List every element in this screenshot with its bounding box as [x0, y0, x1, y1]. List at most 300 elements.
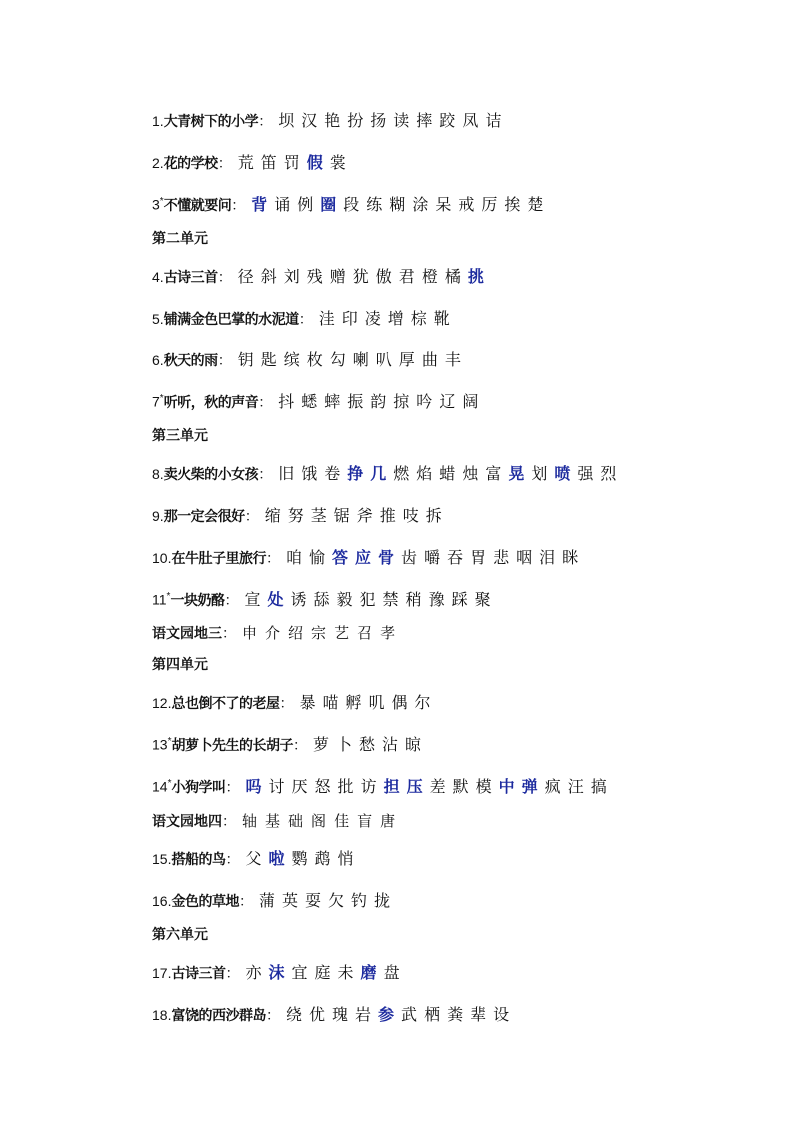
unit-heading-text: 第二单元: [152, 231, 208, 247]
character: 唐: [380, 812, 396, 830]
character: 暴: [299, 693, 316, 712]
lesson-title: 秋天的雨: [163, 353, 218, 369]
character-list: [245, 846, 360, 869]
character: 晾: [405, 735, 422, 754]
colon: ：: [265, 1008, 280, 1024]
highlighted-character: 晃: [508, 464, 525, 483]
optional-lesson-mark: *: [159, 393, 164, 405]
character: 卜: [336, 735, 353, 754]
character-list: [244, 587, 497, 610]
character: 富: [485, 464, 502, 483]
character: 丰: [444, 350, 461, 369]
optional-lesson-mark: *: [167, 778, 172, 790]
highlighted-character: 沫: [268, 963, 285, 982]
character: 喵: [322, 693, 339, 712]
highlighted-character: 几: [370, 464, 387, 483]
highlighted-character: 假: [306, 153, 323, 172]
character: 齿: [401, 548, 418, 567]
lesson-number: [152, 695, 171, 711]
highlighted-character: 磨: [360, 963, 377, 982]
character: 荒: [237, 153, 254, 172]
lesson-line: [152, 587, 498, 610]
unit-heading: [152, 654, 208, 674]
character: 孝: [380, 624, 396, 642]
unit-heading: [152, 425, 208, 445]
character: 曲: [421, 350, 438, 369]
character: 犹: [352, 267, 369, 286]
character: 沾: [382, 735, 399, 754]
lesson-number: [152, 1007, 171, 1023]
character-list: [245, 774, 613, 797]
lesson-line: [152, 461, 623, 484]
lesson-line: [152, 545, 585, 568]
character: 基: [265, 812, 281, 830]
lesson-line: [152, 690, 438, 713]
character: 增: [387, 309, 404, 328]
lesson-line: [152, 264, 491, 287]
lesson-line: [152, 503, 449, 526]
character: 印: [341, 309, 358, 328]
character: 残: [306, 267, 323, 286]
character: 嚼: [424, 548, 441, 567]
lesson-number: [152, 352, 164, 368]
character-list: [278, 108, 508, 131]
character: 尔: [414, 693, 431, 712]
character: 愁: [359, 735, 376, 754]
lesson-number: [152, 965, 171, 981]
unit-heading-text: 第六单元: [152, 927, 208, 943]
character: 振: [347, 392, 364, 411]
lesson-title: 古诗三首: [171, 966, 226, 982]
colon: ：: [225, 852, 240, 868]
character-list: [242, 622, 403, 643]
character: 偶: [391, 693, 408, 712]
character: 讨: [268, 777, 285, 796]
character: 烈: [600, 464, 617, 483]
character: 烛: [462, 464, 479, 483]
character: 靴: [433, 309, 450, 328]
unit-heading: [152, 228, 208, 248]
lesson-number-text: 10.: [152, 550, 172, 566]
character: 抖: [278, 392, 295, 411]
highlighted-character: 喷: [554, 464, 571, 483]
lesson-number-text: 6.: [152, 352, 164, 368]
lesson-number-text: 16.: [152, 893, 172, 909]
colon: ：: [225, 966, 240, 982]
character: 匙: [260, 350, 277, 369]
optional-lesson-mark: *: [166, 591, 171, 603]
character: 诘: [485, 111, 502, 130]
character-list: [238, 150, 353, 173]
lesson-title: 总也倒不了的老屋: [171, 696, 280, 712]
lesson-number: [152, 393, 164, 410]
character: 锯: [333, 506, 350, 525]
lesson-title: 一块奶酪: [170, 593, 225, 609]
character: 拆: [425, 506, 442, 525]
character-list: [286, 545, 585, 568]
highlighted-character: 骨: [378, 548, 395, 567]
character-list: [313, 732, 428, 755]
character: 禁: [382, 590, 399, 609]
lesson-title: 花的学校: [163, 156, 218, 172]
character: 洼: [318, 309, 335, 328]
unit-heading-text: 第四单元: [152, 657, 208, 673]
colon: ：: [298, 312, 313, 328]
character: 拢: [374, 891, 391, 910]
character: 罚: [283, 153, 300, 172]
character: 赠: [329, 267, 346, 286]
highlighted-character: 背: [251, 195, 268, 214]
character: 棕: [410, 309, 427, 328]
character: 绍: [288, 624, 304, 642]
lesson-line: [152, 108, 508, 131]
lesson-title: 富饶的西沙群岛: [171, 1008, 266, 1024]
lesson-line: [152, 306, 457, 329]
character: 默: [452, 777, 469, 796]
colon: ：: [231, 198, 246, 214]
character: 踩: [451, 590, 468, 609]
lesson-number-text: 3: [152, 197, 160, 213]
character-list: [238, 264, 491, 287]
lesson-title: 语文园地三: [152, 626, 222, 642]
character: 设: [493, 1005, 510, 1024]
character: 犯: [359, 590, 376, 609]
character: 强: [577, 464, 594, 483]
lesson-title: 卖火柴的小女孩: [163, 467, 259, 483]
character: 笛: [260, 153, 277, 172]
character: 斧: [356, 506, 373, 525]
colon: ：: [222, 626, 236, 642]
garden-line: [152, 622, 403, 643]
character: 厉: [481, 195, 498, 214]
character: 橙: [421, 267, 438, 286]
colon: ：: [292, 738, 307, 754]
character: 划: [531, 464, 548, 483]
lesson-number-text: 1.: [152, 113, 164, 129]
character: 英: [281, 891, 298, 910]
character-list: [245, 960, 406, 983]
lesson-number: [152, 508, 164, 524]
lesson-number-text: 8.: [152, 466, 164, 482]
character: 楚: [527, 195, 544, 214]
character: 蜡: [439, 464, 456, 483]
character: 访: [360, 777, 377, 796]
lesson-title: 不懂就要问: [163, 198, 232, 214]
lesson-number: [152, 778, 171, 795]
lesson-number: [152, 550, 171, 566]
lesson-number-text: 11: [152, 592, 167, 608]
character: 厚: [398, 350, 415, 369]
lesson-number-text: 12.: [152, 695, 172, 711]
character: 武: [401, 1005, 418, 1024]
lesson-line: [152, 960, 407, 983]
character: 亦: [245, 963, 262, 982]
character: 咱: [285, 548, 302, 567]
colon: ：: [258, 395, 273, 411]
lesson-number: [152, 113, 164, 129]
character: 段: [343, 195, 360, 214]
highlighted-character: 答: [332, 548, 349, 567]
character: 叭: [375, 350, 392, 369]
lesson-number-text: 4.: [152, 269, 164, 285]
character: 橘: [444, 267, 461, 286]
highlighted-character: 圈: [320, 195, 337, 214]
lesson-title: 金色的草地: [171, 894, 239, 910]
character: 呆: [435, 195, 452, 214]
colon: ：: [238, 894, 253, 910]
lesson-line: [152, 774, 614, 797]
character: 聚: [474, 590, 491, 609]
character: 刘: [283, 267, 300, 286]
character: 钥: [237, 350, 254, 369]
character: 盘: [383, 963, 400, 982]
lesson-number: [152, 591, 170, 608]
lesson-title: 大青树下的小学: [163, 114, 259, 130]
character: 咽: [516, 548, 533, 567]
optional-lesson-mark: *: [167, 736, 172, 748]
character: 绕: [285, 1005, 302, 1024]
character: 搞: [590, 777, 607, 796]
character: 练: [366, 195, 383, 214]
character: 未: [337, 963, 354, 982]
lesson-number-text: 7: [152, 394, 160, 410]
character: 父: [245, 849, 262, 868]
character: 跤: [439, 111, 456, 130]
character: 例: [297, 195, 314, 214]
character: 疯: [544, 777, 561, 796]
character: 鹦: [291, 849, 308, 868]
character: 凌: [364, 309, 381, 328]
lesson-number-text: 18.: [152, 1007, 172, 1023]
highlighted-character: 压: [406, 777, 423, 796]
character: 模: [475, 777, 492, 796]
lesson-line: [152, 192, 550, 215]
lesson-line: [152, 846, 361, 869]
colon: ：: [258, 114, 273, 130]
lesson-number: [152, 736, 171, 753]
character: 吞: [447, 548, 464, 567]
highlighted-character: 啦: [268, 849, 285, 868]
highlighted-character: 担: [383, 777, 400, 796]
character: 推: [379, 506, 396, 525]
character: 瑰: [332, 1005, 349, 1024]
character: 介: [265, 624, 281, 642]
highlighted-character: 弹: [521, 777, 538, 796]
character: 召: [357, 624, 373, 642]
lesson-number-text: 9.: [152, 508, 164, 524]
colon: ：: [217, 353, 232, 369]
character: 础: [288, 812, 304, 830]
highlighted-character: 吗: [245, 777, 262, 796]
character: 批: [337, 777, 354, 796]
lesson-number: [152, 269, 164, 285]
lesson-line: [152, 732, 428, 755]
optional-lesson-mark: *: [159, 196, 164, 208]
lesson-number-text: 13: [152, 737, 168, 753]
colon: ：: [224, 593, 239, 609]
colon: ：: [279, 696, 294, 712]
character: 辽: [439, 392, 456, 411]
character: 饿: [301, 464, 318, 483]
lesson-line: [152, 1002, 516, 1025]
garden-line: [152, 810, 403, 831]
lesson-title: 古诗三首: [163, 270, 218, 286]
character: 厌: [291, 777, 308, 796]
character: 蒲: [258, 891, 275, 910]
character-list: [238, 347, 468, 370]
character-list: [286, 1002, 516, 1025]
character: 萝: [312, 735, 329, 754]
character-list: [278, 461, 623, 484]
character: 卷: [324, 464, 341, 483]
lesson-title: 搭船的鸟: [171, 852, 226, 868]
character: 舔: [313, 590, 330, 609]
character: 欠: [328, 891, 345, 910]
character: 喇: [352, 350, 369, 369]
character: 庭: [314, 963, 331, 982]
character: 傲: [375, 267, 392, 286]
character: 眯: [562, 548, 579, 567]
character: 宣: [244, 590, 261, 609]
colon: ：: [217, 270, 232, 286]
character: 坝: [278, 111, 295, 130]
lesson-title: 小狗学叫: [171, 780, 226, 796]
character: 阔: [462, 392, 479, 411]
character: 孵: [345, 693, 362, 712]
character: 勾: [329, 350, 346, 369]
character: 汉: [301, 111, 318, 130]
unit-heading: [152, 924, 208, 944]
lesson-line: [152, 888, 397, 911]
lesson-title: 铺满金色巴掌的水泥道: [163, 312, 299, 328]
character: 叽: [368, 693, 385, 712]
character: 汪: [567, 777, 584, 796]
character: 裳: [329, 153, 346, 172]
character: 旧: [278, 464, 295, 483]
colon: ：: [258, 467, 273, 483]
lesson-title: 在牛肚子里旅行: [171, 551, 266, 567]
lesson-number: [152, 466, 164, 482]
character-list: [259, 888, 397, 911]
character: 诱: [290, 590, 307, 609]
character: 粪: [447, 1005, 464, 1024]
character: 阁: [311, 812, 327, 830]
lesson-number: [152, 893, 171, 909]
highlighted-character: 中: [498, 777, 515, 796]
lesson-number-text: 2.: [152, 155, 164, 171]
character: 毅: [336, 590, 353, 609]
character: 茎: [310, 506, 327, 525]
character: 豫: [428, 590, 445, 609]
character-list: [319, 306, 457, 329]
character: 扮: [347, 111, 364, 130]
character-list: [299, 690, 437, 713]
character: 优: [308, 1005, 325, 1024]
character: 轴: [242, 812, 258, 830]
character: 缩: [264, 506, 281, 525]
character: 佳: [334, 812, 350, 830]
lesson-line: [152, 389, 485, 412]
character: 稍: [405, 590, 422, 609]
character: 掠: [393, 392, 410, 411]
character: 枚: [306, 350, 323, 369]
lesson-line: [152, 150, 353, 173]
lesson-number-text: 15.: [152, 851, 172, 867]
character: 耍: [305, 891, 322, 910]
character-list: [251, 192, 550, 215]
character: 吱: [402, 506, 419, 525]
character: 鹉: [314, 849, 331, 868]
lesson-number: [152, 196, 164, 213]
character: 岩: [355, 1005, 372, 1024]
colon: ：: [222, 814, 236, 830]
character: 读: [393, 111, 410, 130]
character: 诵: [274, 195, 291, 214]
character: 斜: [260, 267, 277, 286]
character: 申: [242, 624, 258, 642]
character: 缤: [283, 350, 300, 369]
character: 艺: [334, 624, 350, 642]
character: 糊: [389, 195, 406, 214]
lesson-title: 胡萝卜先生的长胡子: [171, 738, 293, 754]
character-list: [265, 503, 449, 526]
colon: ：: [217, 156, 232, 172]
character: 怒: [314, 777, 331, 796]
lesson-number: [152, 851, 171, 867]
lesson-number: [152, 155, 164, 171]
character: 悲: [493, 548, 510, 567]
highlighted-character: 参: [378, 1005, 395, 1024]
character: 辈: [470, 1005, 487, 1024]
lesson-title: 语文园地四: [152, 814, 222, 830]
character: 蟋: [301, 392, 318, 411]
character: 艳: [324, 111, 341, 130]
character: 焰: [416, 464, 433, 483]
character: 蟀: [324, 392, 341, 411]
colon: ：: [244, 509, 259, 525]
character: 愉: [308, 548, 325, 567]
character: 韵: [370, 392, 387, 411]
character: 凤: [462, 111, 479, 130]
colon: ：: [225, 780, 240, 796]
character: 戒: [458, 195, 475, 214]
character: 胃: [470, 548, 487, 567]
character: 努: [287, 506, 304, 525]
lesson-line: [152, 347, 468, 370]
character: 盲: [357, 812, 373, 830]
character: 宗: [311, 624, 327, 642]
highlighted-character: 应: [355, 548, 372, 567]
character: 悄: [337, 849, 354, 868]
unit-heading-text: 第三单元: [152, 428, 208, 444]
character: 宜: [291, 963, 308, 982]
highlighted-character: 挑: [467, 267, 484, 286]
colon: ：: [265, 551, 280, 567]
character: 燃: [393, 464, 410, 483]
character: 泪: [539, 548, 556, 567]
highlighted-character: 处: [267, 590, 284, 609]
character: 钓: [351, 891, 368, 910]
highlighted-character: 挣: [347, 464, 364, 483]
character-list: [242, 810, 403, 831]
lesson-number-text: 17.: [152, 965, 172, 981]
lesson-number: [152, 311, 164, 327]
character: 扬: [370, 111, 387, 130]
lesson-title: 那一定会很好: [163, 509, 245, 525]
character: 差: [429, 777, 446, 796]
character: 径: [237, 267, 254, 286]
character: 挨: [504, 195, 521, 214]
